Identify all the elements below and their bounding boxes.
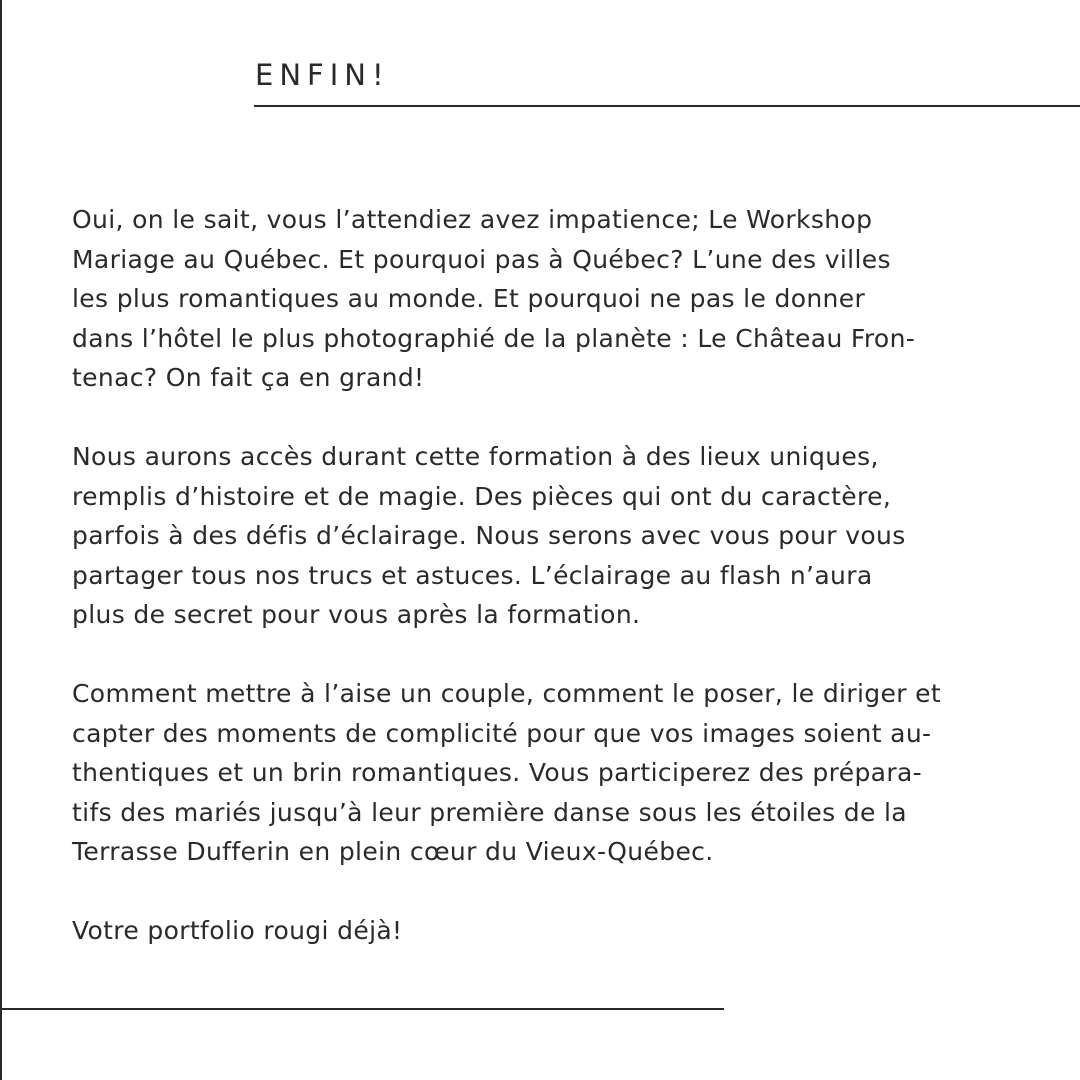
bottom-divider-line xyxy=(0,1008,724,1010)
text-line: Mariage au Québec. Et pourquoi pas à Québec? L’une des villes xyxy=(72,244,891,274)
text-line: dans l’hôtel le plus photographié de la planète : Le Château Fron- xyxy=(72,323,916,353)
paragraph-venues xyxy=(72,437,1012,635)
text-line: partager tous nos trucs et astuces. L’éclairage au flash n’aura xyxy=(72,560,873,590)
text-line: Comment mettre à l’aise un couple, comment le poser, le diriger et xyxy=(72,679,942,708)
text-line: capter des moments de complicité pour que vos images soient au- xyxy=(72,718,932,748)
text-line: Terrasse Dufferin en plein cœur du Vieux-Québec. xyxy=(72,837,714,866)
text-line: tifs des mariés jusqu’à leur première danse sous les étoiles de la xyxy=(72,797,907,827)
text-line: plus de secret pour vous après la formation. xyxy=(72,600,641,629)
text-line: Votre portfolio rougi déjà! xyxy=(72,916,403,945)
text-line: thentiques et un brin romantiques. Vous participerez des prépara- xyxy=(72,758,923,787)
paragraph-couple xyxy=(72,674,1012,872)
text-line: remplis d’histoire et de magie. Des pièces qui ont du caractère, xyxy=(72,481,892,511)
left-border-line xyxy=(0,0,2,1080)
text-line: tenac? On fait ça en grand! xyxy=(72,363,425,392)
paragraph-closing xyxy=(72,911,1012,951)
page-title: ENFIN! xyxy=(255,58,390,92)
paragraph-intro xyxy=(72,200,1012,398)
title-underline xyxy=(254,105,1080,107)
text-line: Nous aurons accès durant cette formation à des lieux uniques, xyxy=(72,442,879,471)
body-text xyxy=(72,200,1012,990)
text-line: parfois à des défis d’éclairage. Nous serons avec vous pour vous xyxy=(72,521,906,550)
text-line: les plus romantiques au monde. Et pourquoi ne pas le donner xyxy=(72,284,866,313)
text-line: Oui, on le sait, vous l’attendiez avez impatience; Le Workshop xyxy=(72,205,873,234)
